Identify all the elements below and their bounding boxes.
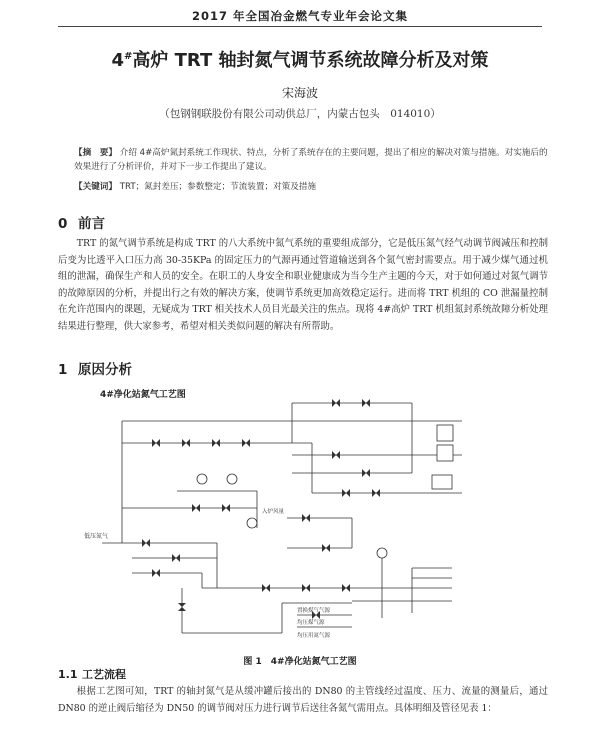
- section-0-heading: [58, 212, 105, 232]
- abstract: [74, 146, 552, 174]
- title-number: 4: [111, 50, 124, 71]
- valve-icon: [342, 584, 350, 592]
- valve-icon: [222, 504, 230, 512]
- valve-icon: [152, 439, 160, 447]
- gauge-icon: [247, 518, 257, 528]
- gauge-icon: [197, 474, 207, 484]
- running-header: 2017 年全国冶金燃气专业年会论文集: [191, 9, 408, 23]
- section-1-1-paragraph: 根据工艺图可知，TRT 的轴封氮气是从缓冲罐后接出的 DN80 的主管线经过温度、压力、流量的测量后，通过 DN80 的逆止阀后缩径为 DN50 的调节阀对压力进行调节后送往各氮气需用点。具体明细及管径见表 1：: [58, 686, 548, 714]
- section-1-heading: [58, 358, 132, 378]
- section-0-paragraph: TRT 的氮气调节系统是构成 TRT 的八大系统中氮气系统的重要组成部分，它是低压氮气经气动调节阀减压和控制后变为比透平入口压力高 30-35KPa 的固定压力的气源再通过管道输送到各个氮气密封需要点。用于减少煤气通过机组的泄漏，确保生产和人员的安全。在职工的人身安全和职业健康成为当今生产主题的今天，对于如何通过对氮气调节的故障原因的分析，并提出行之有效的解决方案，使调节系统更加高效稳定运行。进而将 TRT 机组的 CO 泄漏量控制在允许范围内的课题，无疑成为 TRT 相关技术人员目光最关注的焦点。现将 4#高炉 TRT 机组氮封系统故障分析处理结果进行整理，供大家参考，希望对相关类似问题的解决有所帮助。: [58, 238, 548, 332]
- abstract-text: 介绍 4#高炉氮封系统工作现状、特点，分析了系统存在的主要问题，提出了相应的解决对策与措施。对实施后的效果进行了分析评价，并对下一步工作提出了建议。: [74, 148, 548, 172]
- valve-symbols: [142, 399, 380, 619]
- label-equalizing-gas: 均压煤气源: [297, 620, 325, 626]
- valve-icon: [362, 469, 370, 477]
- valve-icon: [332, 451, 340, 459]
- valve-icon: [342, 489, 350, 497]
- valve-icon: [182, 439, 190, 447]
- title-sup: #: [124, 51, 133, 62]
- process-diagram-svg: [82, 383, 542, 648]
- valve-icon: [322, 544, 330, 552]
- instrument-box: [437, 445, 453, 461]
- label-purge-gas: 置换煤气气源: [297, 608, 331, 614]
- title-text: 高炉 TRT 轴封氮气调节系统故障分析及对策: [132, 50, 489, 71]
- gauge-icon: [227, 474, 237, 484]
- valve-icon: [302, 514, 310, 522]
- valve-icon: [152, 569, 160, 577]
- instrument-box: [432, 475, 452, 489]
- valve-icon: [332, 399, 340, 407]
- valve-icon: [302, 584, 310, 592]
- process-diagram: [82, 383, 542, 648]
- label-equalizing-nitrogen: 均压用氮气源: [297, 633, 331, 639]
- abstract-label: 【摘 要】: [74, 148, 117, 158]
- label-furnace-air: 入炉风量: [262, 509, 285, 515]
- valve-icon: [242, 439, 250, 447]
- instrument-box: [437, 425, 453, 441]
- valve-icon: [142, 539, 150, 547]
- keywords-text: TRT；氮封差压；参数整定；节流装置；对策及措施: [119, 182, 317, 192]
- figure-caption: 图 1 4#净化站氮气工艺图: [243, 657, 357, 667]
- instrument-boxes: [197, 425, 453, 558]
- section-1-number: 1: [58, 362, 68, 378]
- gauge-icon: [377, 548, 387, 558]
- keywords-label: 【关键词】: [74, 182, 117, 192]
- valve-icon: [192, 504, 200, 512]
- section-1-title: 原因分析: [78, 362, 132, 378]
- header-rule: [58, 26, 542, 27]
- section-0-number: 0: [58, 216, 68, 232]
- valve-icon: [212, 439, 220, 447]
- author: 宋海波: [281, 86, 318, 100]
- section-1-1-heading: [58, 666, 126, 682]
- valve-icon: [362, 399, 370, 407]
- figure-inner-title: 4#净化站氮气工艺图: [100, 390, 186, 400]
- label-low-pressure-nitrogen: 低压氮气: [84, 533, 109, 540]
- valve-icon: [172, 554, 180, 562]
- affiliation: （包钢钢联股份有限公司动供总厂，内蒙古包头 014010）: [159, 108, 441, 120]
- keywords: [74, 180, 552, 192]
- section-1-1-title: 工艺流程: [82, 668, 126, 681]
- section-0-title: 前言: [78, 216, 105, 232]
- paper-title: [30, 46, 570, 72]
- valve-icon: [372, 489, 380, 497]
- pipe-network: [102, 403, 462, 633]
- valve-icon: [178, 603, 186, 611]
- valve-icon: [262, 584, 270, 592]
- section-1-1-number: 1.1: [58, 668, 78, 681]
